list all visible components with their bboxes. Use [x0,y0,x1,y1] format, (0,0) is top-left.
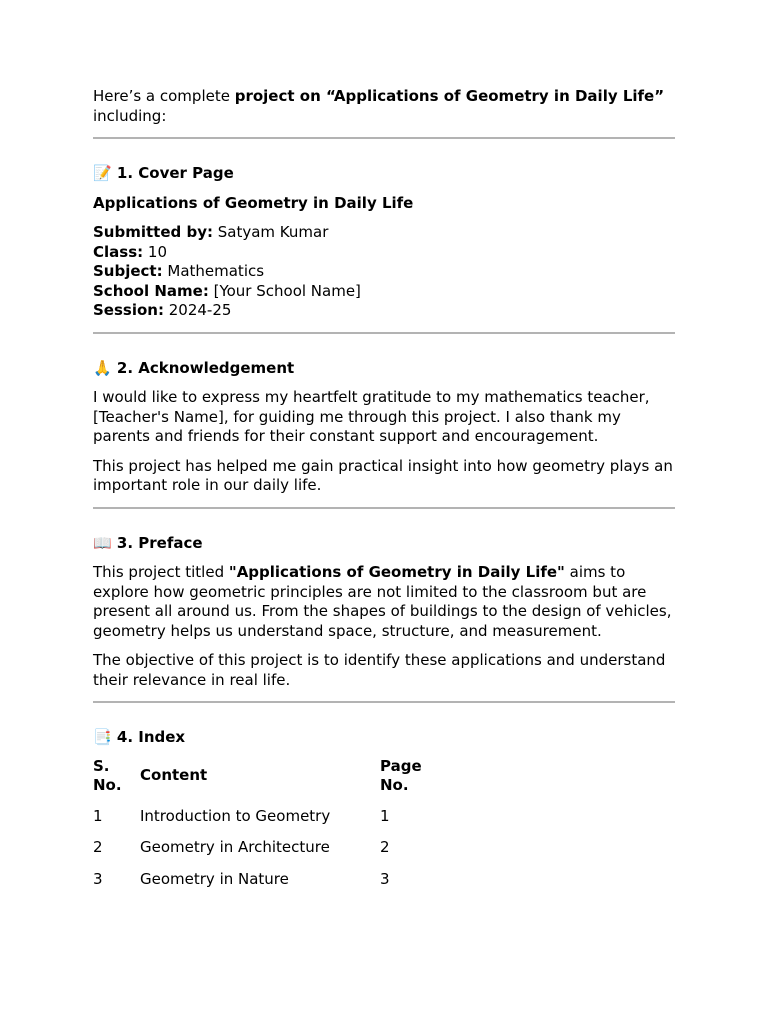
preface-text-end: aims to explore how geometric principles are not limited to the classroom but are present all around us. From the shapes of buildings to the design of vehicles, geometry helps us understand space, structure, and measurement. [93,563,672,640]
class-line [93,243,675,263]
field-label: School Name: [93,281,209,300]
intro-text-end: including: [93,106,167,125]
preface-paragraph [93,563,675,641]
column-header-content: Content [140,766,208,785]
intro-text: Here’s a complete [93,87,235,105]
divider [93,137,675,139]
acknowledgement-paragraph: I would like to express my heartfelt gratitude to my mathematics teacher, [Teacher's Name], for guiding me through this project. I also thank my parents and friends for their constant support and encouragement. [93,388,650,445]
divider [93,701,675,703]
column-header-sno: S. No. [93,756,122,794]
column-header-page-no: Page No. [380,756,422,794]
index-table [93,754,440,896]
table-cell: 1 [380,806,390,825]
field-label: Subject: [93,262,163,280]
submitted-by-line [93,223,675,243]
field-value: Mathematics [162,262,265,280]
field-value: 10 [143,242,167,261]
preface-paragraph: The objective of this project is to identify these applications and understand their relevance in real life. [93,651,666,689]
session-line [93,301,675,321]
table-cell: 3 [93,869,103,888]
subject-line [93,262,675,282]
table-cell: 2 [380,838,390,856]
preface-text: This project titled [93,563,229,581]
field-value: 2024-25 [163,301,232,319]
document-content [93,87,675,895]
table-row [93,832,440,864]
table-cell: 3 [380,869,390,888]
table-cell: Introduction to Geometry [140,806,331,825]
table-row [93,864,440,896]
table-cell: 1 [93,806,103,825]
index-heading: 📑 4. Index [93,728,186,746]
table-cell: 2 [93,838,103,856]
acknowledgement-heading: 🙏 2. Acknowledgement [93,358,295,377]
cover-title: Applications of Geometry in Daily Life [93,193,414,212]
table-row [93,801,440,833]
intro-paragraph [93,87,675,126]
table-cell: Geometry in Architecture [140,838,330,856]
divider [93,332,675,334]
table-header-row [93,754,440,801]
divider [93,507,675,509]
field-label: Class: [93,242,144,261]
intro-project-title: project on “Applications of Geometry in Daily Life” [234,87,665,105]
field-value: Satyam Kumar [212,223,329,241]
preface-heading: 📖 3. Preface [93,533,203,552]
cover-details [93,223,675,321]
field-label: Submitted by: [93,223,213,241]
field-value: [Your School Name] [208,281,361,300]
table-cell: Geometry in Nature [140,869,289,888]
cover-page-heading: 📝 1. Cover Page [93,164,234,182]
field-label: Session: [93,301,164,319]
acknowledgement-paragraph: This project has helped me gain practical insight into how geometry plays an important role in our daily life. [93,456,673,494]
preface-project-title: "Applications of Geometry in Daily Life" [228,563,565,581]
school-name-line [93,282,675,302]
